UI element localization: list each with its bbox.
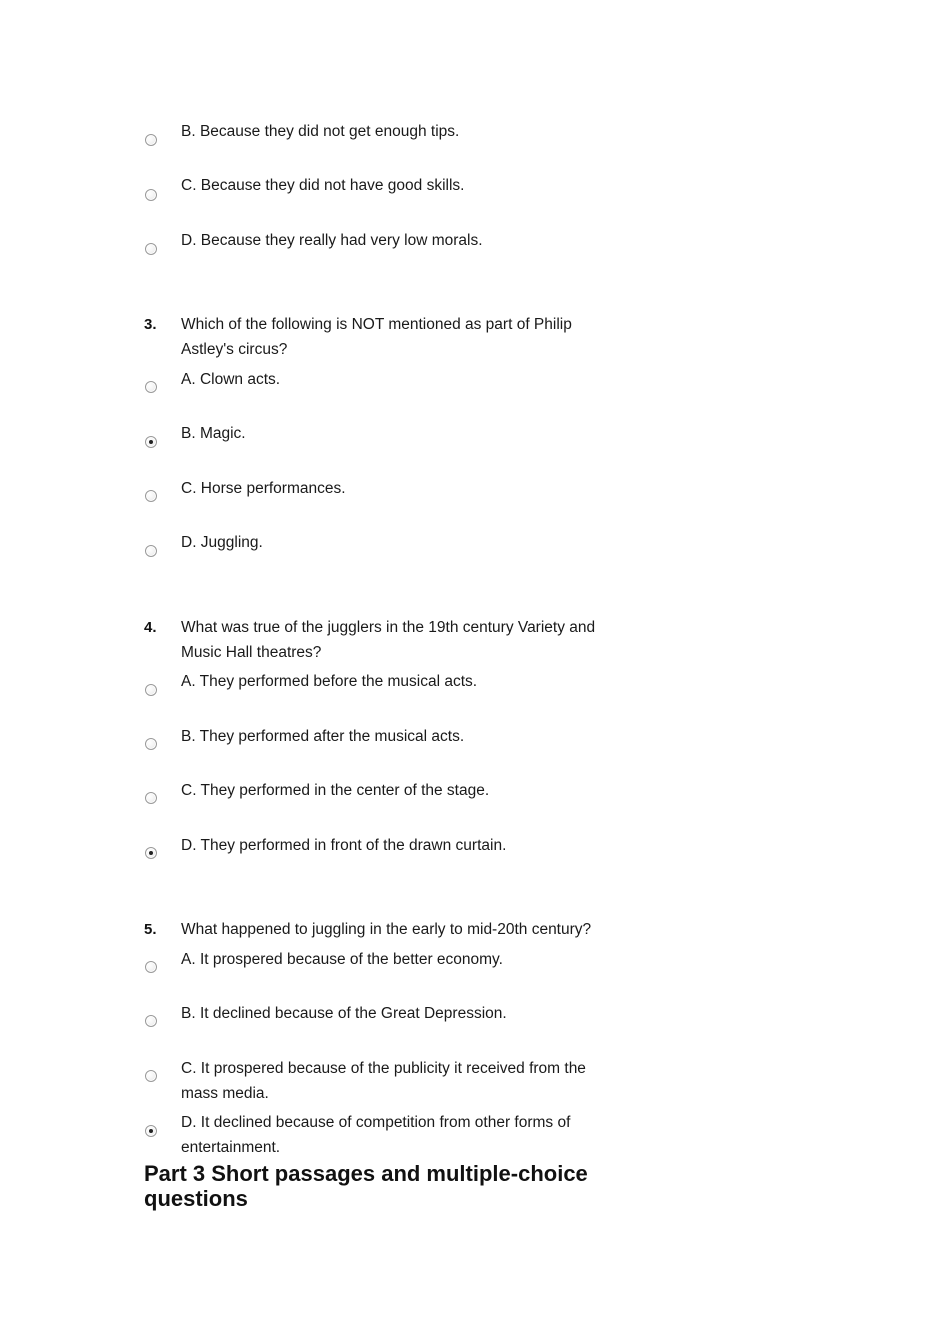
q4-option-d-label: D. They performed in front of the drawn curtain. bbox=[181, 837, 507, 854]
q3-option-a-label: A. Clown acts. bbox=[181, 371, 281, 388]
q3-prompt-line-1: Which of the following is NOT mentioned as part of Philip bbox=[181, 316, 572, 333]
q3-number: 3. bbox=[144, 316, 157, 333]
q3-option-c-radio[interactable] bbox=[145, 490, 157, 502]
q2-option-d-radio[interactable] bbox=[145, 243, 157, 255]
q3-option-b-radio[interactable] bbox=[145, 436, 157, 448]
q3-option-d-label: D. Juggling. bbox=[181, 534, 263, 551]
q5-option-c-radio[interactable] bbox=[145, 1070, 157, 1082]
q4-option-c-label: C. They performed in the center of the stage. bbox=[181, 782, 490, 799]
q2-option-d-label: D. Because they really had very low morals. bbox=[181, 232, 483, 249]
q5-option-b-label: B. It declined because of the Great Depression. bbox=[181, 1005, 507, 1022]
q2-option-b-radio[interactable] bbox=[145, 134, 157, 146]
q4-prompt-line-2: Music Hall theatres? bbox=[181, 644, 322, 661]
q5-option-d-label-line-2: entertainment. bbox=[181, 1139, 281, 1156]
q5-prompt-line-1: What happened to juggling in the early to mid-20th century? bbox=[181, 921, 592, 938]
q5-option-d-radio[interactable] bbox=[145, 1125, 157, 1137]
q2-option-c-radio[interactable] bbox=[145, 189, 157, 201]
q2-option-b-label: B. Because they did not get enough tips. bbox=[181, 123, 460, 140]
q4-prompt-line-1: What was true of the jugglers in the 19th century Variety and bbox=[181, 619, 596, 636]
q3-option-c-label: C. Horse performances. bbox=[181, 480, 346, 497]
q4-number: 4. bbox=[144, 619, 157, 636]
q5-option-b-radio[interactable] bbox=[145, 1015, 157, 1027]
q5-option-d-label-line-1: D. It declined because of competition from other forms of bbox=[181, 1114, 571, 1131]
q4-option-b-radio[interactable] bbox=[145, 738, 157, 750]
q5-option-c-label-line-1: C. It prospered because of the publicity it received from the bbox=[181, 1060, 586, 1077]
q5-number: 5. bbox=[144, 921, 157, 938]
part3-heading-line-1: Part 3 Short passages and multiple-choice bbox=[144, 1161, 588, 1186]
q5-option-a-radio[interactable] bbox=[145, 961, 157, 973]
q4-option-a-radio[interactable] bbox=[145, 684, 157, 696]
q4-option-c-radio[interactable] bbox=[145, 792, 157, 804]
q3-prompt-line-2: Astley's circus? bbox=[181, 341, 288, 358]
q2-option-c-label: C. Because they did not have good skills. bbox=[181, 177, 465, 194]
q5-option-c-label-line-2: mass media. bbox=[181, 1085, 269, 1102]
q4-option-a-label: A. They performed before the musical acts. bbox=[181, 673, 478, 690]
part3-heading-line-2: questions bbox=[144, 1186, 248, 1211]
q5-option-a-label: A. It prospered because of the better economy. bbox=[181, 951, 503, 968]
q3-option-a-radio[interactable] bbox=[145, 381, 157, 393]
q4-option-d-radio[interactable] bbox=[145, 847, 157, 859]
q3-option-d-radio[interactable] bbox=[145, 545, 157, 557]
q3-option-b-label: B. Magic. bbox=[181, 425, 246, 442]
q4-option-b-label: B. They performed after the musical acts. bbox=[181, 728, 465, 745]
